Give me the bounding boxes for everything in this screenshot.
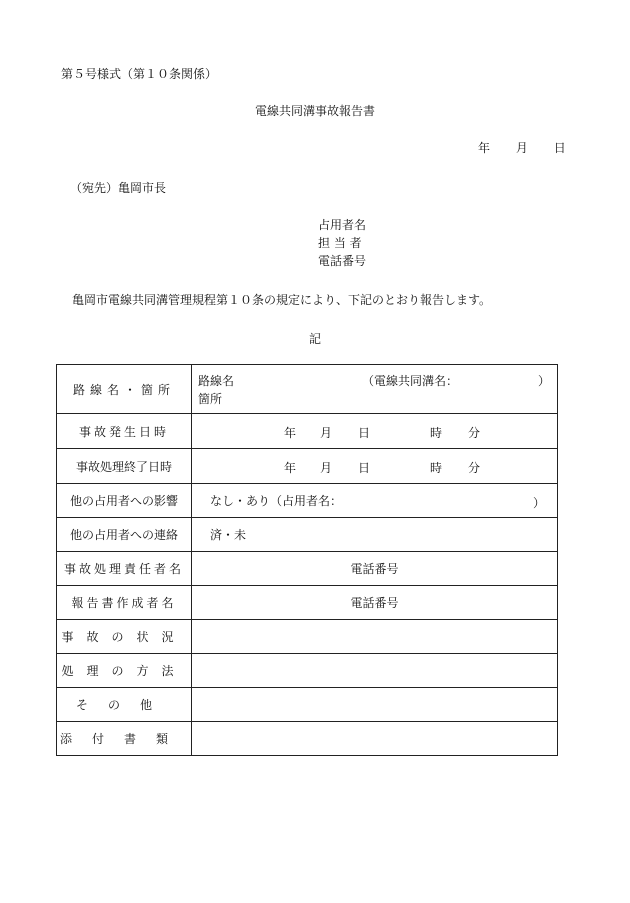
table-row: [57, 414, 558, 449]
table-row: [57, 365, 558, 414]
contact-value: 済・未: [210, 528, 247, 542]
row-label-finished: 事故処理終了日時: [57, 449, 192, 484]
table-row: [57, 620, 558, 654]
occurred-hour-unit: 時: [430, 426, 443, 440]
table-row: [57, 654, 558, 688]
table-row: [57, 722, 558, 756]
route-name-label: 路線名: [198, 374, 235, 388]
occurred-month-unit: 月: [320, 426, 333, 440]
finished-hour-unit: 時: [430, 461, 443, 475]
effect-cell[interactable]: [192, 484, 558, 518]
table-row: [57, 688, 558, 722]
date-year-unit: 年: [478, 141, 491, 155]
table-row: [57, 552, 558, 586]
report-statement: 亀岡市電線共同溝管理規程第１０条の規定により、下記のとおり報告します。: [72, 293, 492, 307]
finished-datetime-cell[interactable]: [192, 449, 558, 484]
row-label-method: 処理の方法: [57, 654, 192, 688]
occurred-datetime-cell[interactable]: [192, 414, 558, 449]
row-label-effect: 他の占用者への影響: [57, 484, 192, 518]
row-label-responsible: 事故処理責任者名: [57, 552, 192, 586]
ki-heading: 記: [308, 332, 321, 346]
row-label-other: その他: [57, 688, 192, 722]
person-in-charge-label: 担 当 者: [318, 236, 362, 250]
responsible-cell[interactable]: [192, 552, 558, 586]
table-row: [57, 518, 558, 552]
effect-close-paren: ）: [532, 496, 545, 510]
date-month-unit: 月: [515, 141, 528, 155]
route-cell[interactable]: [192, 365, 558, 414]
method-cell[interactable]: [192, 654, 558, 688]
location-label: 箇所: [198, 392, 223, 406]
attachments-cell[interactable]: [192, 722, 558, 756]
finished-year-unit: 年: [284, 461, 297, 475]
responsible-phone-label: 電話番号: [350, 562, 399, 576]
other-cell[interactable]: [192, 688, 558, 722]
table-row: [57, 484, 558, 518]
situation-cell[interactable]: [192, 620, 558, 654]
occupant-name-label: 占用者名: [318, 218, 367, 232]
date-day-unit: 日: [553, 141, 566, 155]
trench-name-label: （電線共同溝名：: [362, 374, 459, 388]
document-title: 電線共同溝事故報告書: [254, 104, 375, 118]
reporter-phone-label: 電話番号: [318, 254, 367, 268]
trench-close-paren: ）: [538, 374, 551, 388]
table-row: [57, 449, 558, 484]
row-label-situation: 事故の状況: [57, 620, 192, 654]
report-table: [56, 364, 558, 756]
addressee: （宛先）亀岡市長: [70, 181, 167, 195]
date-line: [478, 139, 566, 156]
occurred-day-unit: 日: [358, 426, 371, 440]
finished-month-unit: 月: [320, 461, 333, 475]
row-label-occurred: 事故発生日時: [57, 414, 192, 449]
finished-minute-unit: 分: [468, 461, 481, 475]
row-label-author: 報告書作成者名: [57, 586, 192, 620]
author-cell[interactable]: [192, 586, 558, 620]
row-label-route: 路線名・箇所: [57, 365, 192, 414]
author-phone-label: 電話番号: [350, 596, 399, 610]
table-row: [57, 586, 558, 620]
occurred-year-unit: 年: [284, 426, 297, 440]
form-number: 第５号様式（第１０条関係）: [61, 67, 218, 81]
contact-cell[interactable]: [192, 518, 558, 552]
row-label-attachments: 添付書類: [57, 722, 192, 756]
finished-day-unit: 日: [358, 461, 371, 475]
occurred-minute-unit: 分: [468, 426, 481, 440]
reporter-block: [318, 216, 366, 270]
effect-value: なし・あり（占用者名：: [210, 494, 343, 508]
row-label-contact: 他の占用者への連絡: [57, 518, 192, 552]
